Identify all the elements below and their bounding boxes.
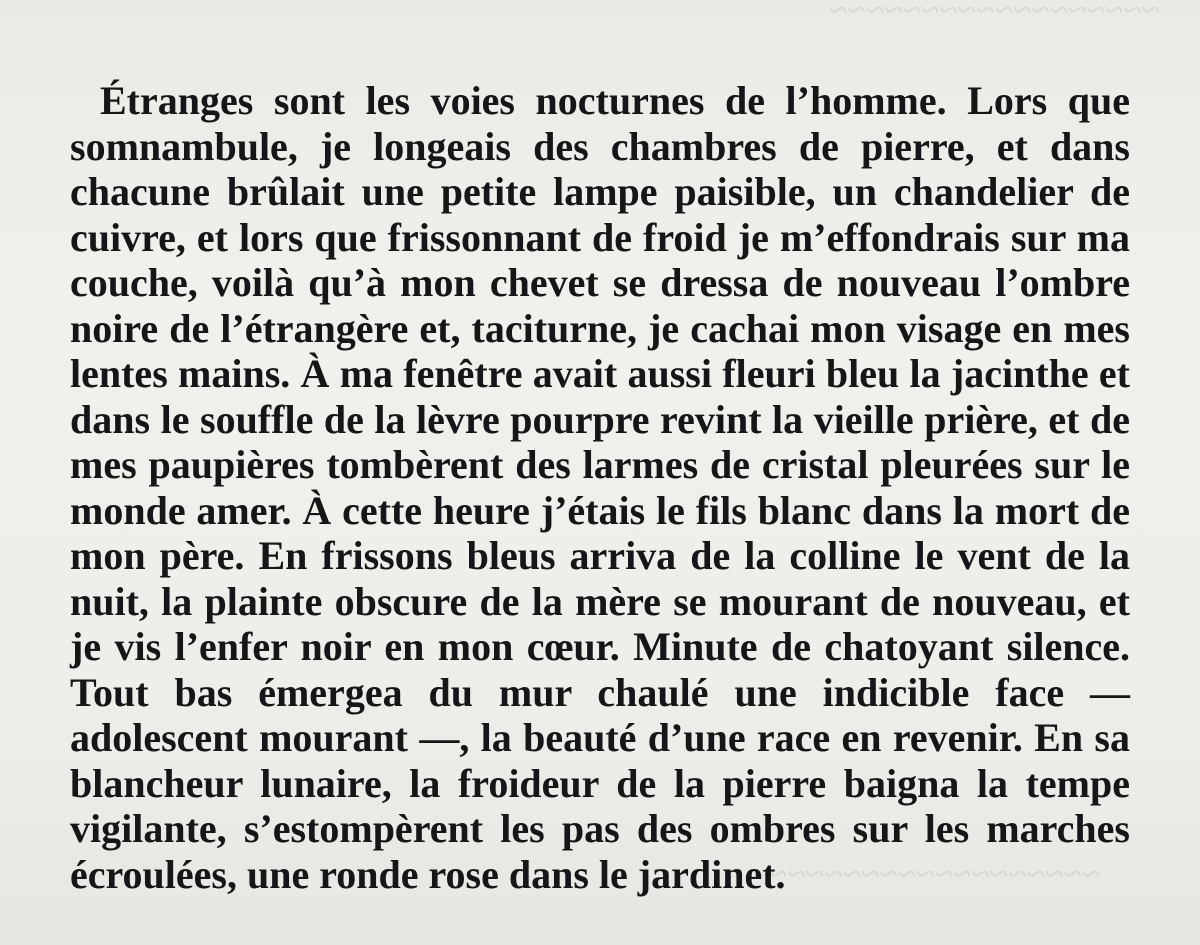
paragraph-line: nuit, la plainte obscure de la mère se mourant de nouveau, et — [70, 578, 1130, 624]
paragraph-line: écroulées, une ronde rose dans le jardinet. — [70, 851, 786, 897]
paragraph-line: monde amer. À cette heure j’étais le fils blanc dans la mort de — [70, 487, 1130, 533]
paragraph-line: je vis l’enfer noir en mon cœur. Minute de chatoyant silence. — [70, 624, 1130, 669]
paragraph-line: mes paupières tombèrent des larmes de cristal pleurées sur le — [70, 442, 1130, 487]
show-through-text-bottom: ~~~~~~~~~~~~~~~~~~ — [768, 856, 1100, 893]
paragraph-line: blancheur lunaire, la froideur de la pierre baigna la tempe — [70, 760, 1130, 806]
paragraph-line: Étranges sont les voies nocturnes de l’homme. Lors que — [100, 78, 1130, 123]
paragraph-line: dans le souffle de la lèvre pourpre revint la vieille prière, et de — [70, 396, 1130, 442]
paragraph-line: adolescent mourant —, la beauté d’une race en revenir. En sa — [70, 715, 1130, 760]
paragraph-line: cuivre, et lors que frissonnant de froid je m’effondrais sur ma — [70, 214, 1130, 260]
show-through-text-top: ~~~~~~~~~~~~~~~~~~ — [828, 0, 1160, 29]
paragraph-line: vigilante, s’estompèrent les pas des ombres sur les marches — [70, 806, 1130, 851]
paragraph-line: chacune brûlait une petite lampe paisible, un chandelier de — [70, 169, 1130, 214]
paragraph-line: noire de l’étrangère et, taciturne, je cachai mon visage en mes — [70, 305, 1130, 351]
prose-paragraph — [70, 78, 1130, 897]
paragraph-line: lentes mains. À ma fenêtre avait aussi fleuri bleu la jacinthe et — [70, 351, 1130, 396]
paragraph-line: Tout bas émergea du mur chaulé une indicible face — — [70, 669, 1130, 715]
paragraph-line: somnambule, je longeais des chambres de pierre, et dans — [70, 123, 1130, 169]
paragraph-line: couche, voilà qu’à mon chevet se dressa de nouveau l’ombre — [70, 260, 1130, 305]
paragraph-line: mon père. En frissons bleus arriva de la colline le vent de la — [70, 533, 1130, 578]
